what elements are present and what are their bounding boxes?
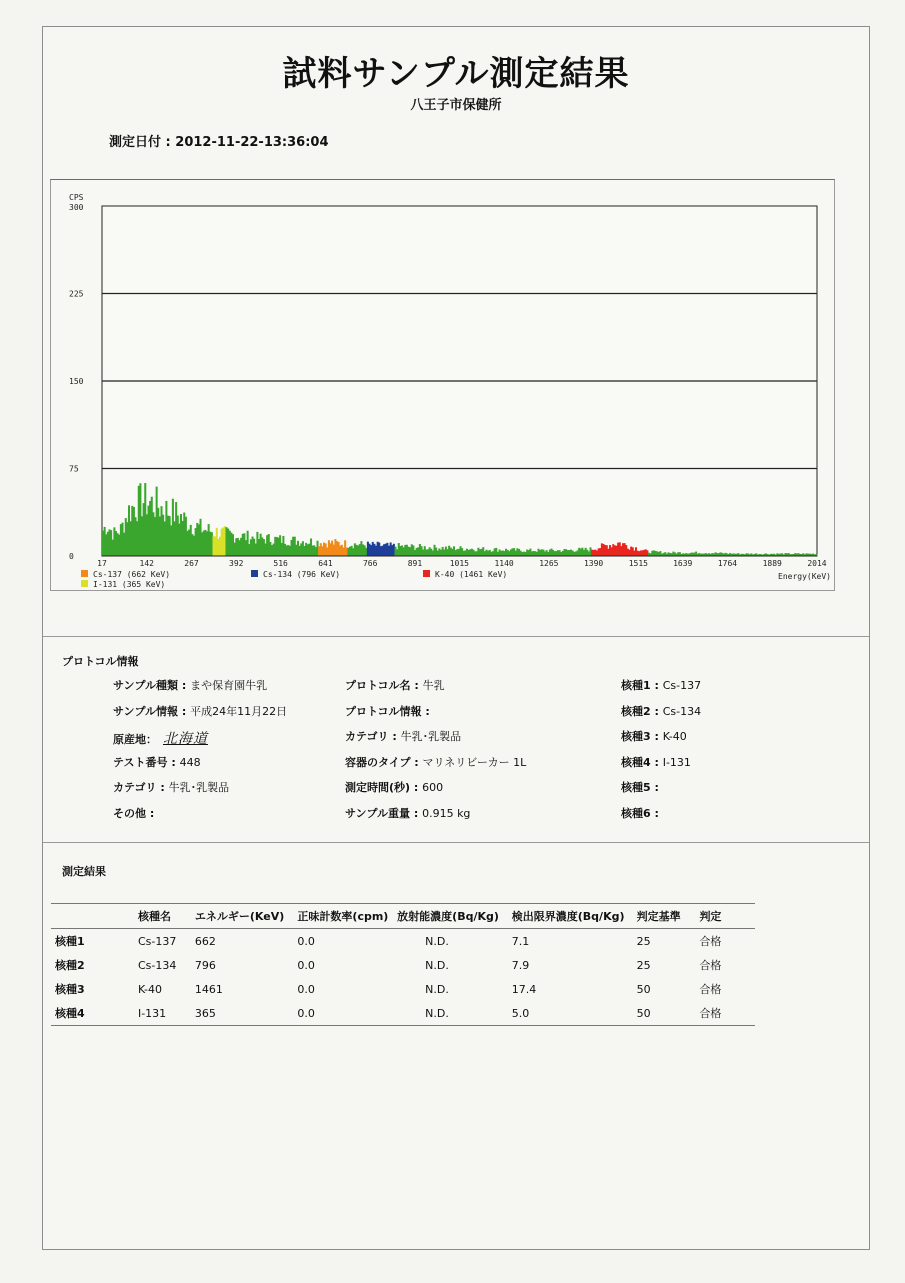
protocol-field-label: プロトコル情報	[345, 704, 422, 718]
protocol-field-label: 核種4	[621, 755, 651, 769]
table-cell: 核種3	[55, 983, 85, 996]
table-cell: 7.1	[511, 934, 530, 948]
results-column-header: 核種名	[137, 910, 171, 923]
results-column-header: 判定	[699, 910, 722, 923]
protocol-field-value: K-40	[662, 730, 687, 743]
x-tick-label: 641	[318, 559, 333, 568]
protocol-field-label: サンプル重量	[345, 806, 411, 820]
table-cell: 合格	[699, 935, 722, 948]
y-tick-label: 150	[69, 377, 84, 386]
results-column-header: エネルギー(KeV)	[194, 910, 285, 923]
table-cell: 核種4	[55, 1007, 85, 1020]
x-tick-label: 267	[184, 559, 199, 568]
protocol-field-separator: :	[156, 781, 169, 794]
x-tick-label: 17	[97, 559, 107, 568]
protocol-field-separator: :	[650, 730, 663, 743]
protocol-field-value: I-131	[662, 755, 691, 769]
table-cell: 662	[194, 934, 216, 948]
protocol-field-value: マリネリビーカー 1L	[422, 755, 527, 769]
protocol-field	[621, 754, 691, 770]
protocol-field-label: 原産地	[113, 733, 146, 746]
table-cell: 796	[194, 958, 216, 972]
results-section-title: 測定結果	[62, 865, 106, 878]
table-cell: 25	[636, 958, 651, 972]
x-tick-label: 891	[407, 559, 423, 568]
protocol-field	[345, 728, 461, 744]
legend-swatch	[251, 570, 258, 577]
table-cell: I-131	[137, 1006, 167, 1020]
x-tick-label: 766	[362, 559, 378, 568]
protocol-field-value: 0.915 kg	[422, 806, 471, 820]
protocol-field	[345, 703, 430, 719]
table-cell: 365	[194, 1006, 216, 1020]
results-column-header	[51, 904, 134, 929]
results-table	[51, 903, 755, 1026]
protocol-field	[621, 779, 659, 795]
measure-date-value: 2012-11-22-13:36:04	[175, 135, 329, 150]
y-tick-label: 225	[69, 289, 84, 299]
x-tick-label: 1265	[539, 559, 559, 568]
table-cell: 50	[636, 982, 651, 996]
table-row	[51, 929, 755, 954]
protocol-field-label: サンプル情報	[113, 704, 179, 718]
y-tick-label: 300	[69, 203, 84, 212]
protocol-field-value: 牛乳･乳製品	[168, 781, 230, 794]
protocol-field-value: 平成24年11月22日	[190, 704, 288, 718]
measure-date-label: 測定日付	[109, 135, 162, 150]
table-cell: N.D.	[425, 958, 449, 972]
table-cell: 核種1	[55, 935, 85, 948]
results-column-header: 判定基準	[636, 910, 681, 923]
protocol-field-separator: :	[410, 781, 423, 794]
table-cell: 7.9	[511, 958, 530, 972]
protocol-field-value: 600	[422, 781, 444, 794]
protocol-field-separator: :	[410, 806, 423, 820]
table-cell: N.D.	[425, 1006, 449, 1020]
table-cell: 合格	[699, 1007, 722, 1020]
protocol-field-label: 容器のタイプ	[345, 755, 411, 769]
protocol-field	[113, 728, 208, 748]
protocol-field-separator: :	[650, 704, 663, 718]
protocol-field	[345, 677, 445, 693]
protocol-field-label: テスト番号	[113, 755, 168, 769]
table-cell: 17.4	[511, 982, 537, 996]
protocol-field	[621, 703, 701, 719]
protocol-field-label: 核種1	[621, 679, 651, 692]
x-tick-label: 1390	[583, 559, 604, 568]
table-cell: 0.0	[297, 958, 315, 972]
legend-label: Cs-137 (662 KeV)	[93, 570, 171, 579]
table-cell: 5.0	[511, 1006, 530, 1020]
report-sheet	[42, 26, 870, 1250]
table-cell: 0.0	[297, 982, 315, 996]
protocol-field-separator: :	[421, 704, 430, 718]
protocol-field-label: サンプル種類	[113, 679, 179, 692]
protocol-section-title: プロトコル情報	[62, 655, 139, 668]
measure-date-colon: :	[161, 135, 176, 150]
results-header-row	[51, 904, 755, 929]
protocol-field	[113, 754, 201, 770]
protocol-field-separator: :	[650, 781, 659, 794]
table-cell: 0.0	[297, 934, 315, 948]
report-title: 試料サンプル測定結果	[282, 54, 630, 94]
legend-label: K-40 (1461 KeV)	[435, 570, 508, 579]
table-row	[51, 977, 755, 1001]
table-cell: 50	[636, 1006, 651, 1020]
protocol-field-label: 核種5	[621, 781, 651, 794]
table-cell: N.D.	[425, 934, 449, 948]
legend-label: Cs-134 (796 KeV)	[263, 570, 341, 579]
protocol-field-value: 448	[179, 755, 201, 769]
table-cell: 25	[636, 934, 651, 948]
measure-date	[109, 131, 329, 150]
protocol-field	[113, 703, 287, 719]
x-tick-label: 1515	[628, 559, 648, 568]
protocol-field-value: 牛乳･乳製品	[400, 730, 462, 743]
table-cell: Cs-137	[137, 934, 177, 948]
protocol-field	[113, 677, 267, 693]
results-column-header: 検出限界濃度(Bq/Kg)	[511, 910, 625, 923]
protocol-field-separator: ：	[146, 733, 157, 746]
x-tick-label: 392	[229, 559, 244, 568]
x-tick-label: 142	[139, 559, 154, 568]
section-divider-protocol	[43, 636, 869, 637]
protocol-field	[345, 779, 443, 795]
table-cell: 合格	[699, 959, 722, 972]
protocol-field-separator: :	[410, 679, 423, 692]
protocol-field-value: 牛乳	[422, 679, 445, 692]
table-row	[51, 1001, 755, 1026]
protocol-field	[621, 677, 701, 693]
table-cell: 合格	[699, 983, 722, 996]
protocol-field-separator: :	[178, 679, 191, 692]
legend-swatch	[81, 580, 88, 587]
protocol-field	[345, 754, 526, 770]
legend-swatch	[423, 570, 430, 577]
protocol-field-separator: :	[650, 679, 663, 692]
results-column-header: 正味計数率(cpm)	[297, 910, 389, 923]
spectrum-chart-svg	[51, 180, 834, 590]
legend-label: I-131 (365 KeV)	[93, 580, 166, 589]
legend-swatch	[81, 570, 88, 577]
protocol-field	[621, 805, 659, 821]
protocol-field-separator: :	[650, 806, 659, 820]
table-row	[51, 953, 755, 977]
protocol-field-separator: :	[178, 704, 191, 718]
section-divider-results	[43, 842, 869, 843]
table-cell: N.D.	[425, 982, 449, 996]
organization-name: 八王子市保健所	[410, 98, 502, 113]
protocol-field	[345, 805, 470, 821]
protocol-field-value: Cs-137	[662, 679, 702, 692]
x-axis-label: Energy(KeV)	[778, 572, 831, 581]
table-cell: 1461	[194, 982, 223, 996]
protocol-field-label: 核種6	[621, 806, 651, 820]
y-tick-label: 0	[69, 552, 74, 561]
protocol-field-label: カテゴリ	[345, 730, 389, 743]
protocol-field	[621, 728, 687, 744]
protocol-field-label: 測定時間(秒)	[345, 781, 411, 794]
protocol-field-value: 北海道	[163, 731, 208, 747]
spectrum-chart	[50, 179, 835, 591]
table-cell: K-40	[137, 982, 162, 996]
protocol-field-label: 核種3	[621, 730, 651, 743]
x-tick-label: 1639	[673, 559, 693, 568]
y-axis-label: CPS	[69, 193, 84, 202]
protocol-field-separator: :	[410, 755, 423, 769]
protocol-field-separator: :	[146, 806, 155, 820]
protocol-field-label: 核種2	[621, 704, 651, 718]
protocol-field-label: カテゴリ	[113, 781, 157, 794]
table-cell: 0.0	[297, 1006, 315, 1020]
x-tick-label: 1889	[762, 559, 782, 568]
x-tick-label: 1764	[717, 559, 738, 568]
table-cell: 核種2	[55, 959, 85, 972]
protocol-field-separator: :	[388, 730, 401, 743]
protocol-field-label: その他	[113, 806, 146, 820]
x-tick-label: 1140	[494, 559, 514, 568]
y-tick-label: 75	[69, 464, 79, 474]
x-tick-label: 2014	[807, 559, 827, 568]
protocol-field-value: Cs-134	[662, 704, 702, 718]
x-tick-label: 516	[273, 559, 288, 568]
protocol-field	[113, 779, 229, 795]
protocol-field-label: プロトコル名	[345, 679, 411, 692]
protocol-field-separator: :	[167, 755, 180, 769]
results-body	[51, 929, 755, 1026]
protocol-field	[113, 805, 154, 821]
x-tick-label: 1015	[449, 559, 469, 568]
protocol-field-value: まや保育園牛乳	[190, 679, 268, 692]
table-cell: Cs-134	[137, 958, 177, 972]
results-column-header: 放射能濃度(Bq/Kg)	[397, 910, 499, 923]
protocol-field-separator: :	[650, 755, 663, 769]
